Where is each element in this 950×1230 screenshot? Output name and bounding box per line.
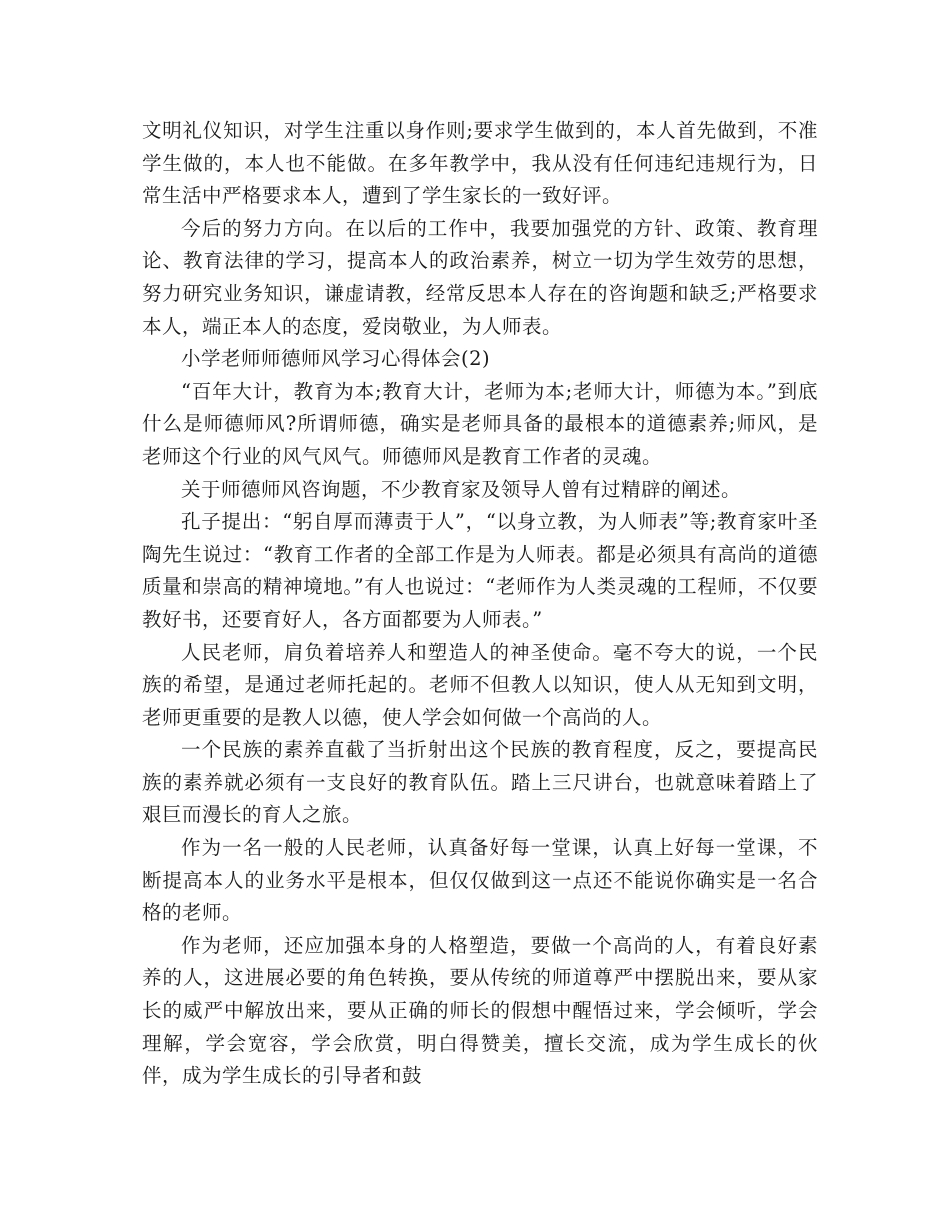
paragraph-6: 人民老师，肩负着培养人和塑造人的神圣使命。毫不夸大的说，一个民族的希望，是通过老师托起的。老师不但教人以知识，使人从无知到文明，老师更重要的是教人以德，使人学会如何做一个高尚的人。: [142, 640, 818, 729]
section-heading: 小学老师师德师风学习心得体会(2): [181, 347, 491, 371]
paragraph-1: 文明礼仪知识，对学生注重以身作则;要求学生做到的，本人首先做到，不准学生做的，本人也不能做。在多年教学中，我从没有任何违纪违规行为，日常生活中严格要求本人，遭到了学生家长的一致好评。: [142, 119, 818, 208]
paragraph-5: 孔子提出：“躬自厚而薄责于人”，“以身立教，为人师表”等;教育家叶圣陶先生说过：“教育工作者的全部工作是为人师表。都是必须具有高尚的道德质量和崇高的精神境地。”有人也说过：“老师作为人类灵魂的工程师，不仅要教好书，还要育好人，各方面都要为人师表。”: [142, 510, 818, 631]
paragraph-7: 一个民族的素养直截了当折射出这个民族的教育程度，反之，要提高民族的素养就必须有一支良好的教育队伍。踏上三尺讲台，也就意味着踏上了艰巨而漫长的育人之旅。: [142, 738, 818, 827]
paragraph-9: 作为老师，还应加强本身的人格塑造，要做一个高尚的人，有着良好素养的人，这进展必要的角色转换，要从传统的师道尊严中摆脱出来，要从家长的威严中解放出来，要从正确的师长的假想中醒悟过来，学会倾听，学会理解，学会宽容，学会欣赏，明白得赞美，擅长交流，成为学生成长的伙伴，成为学生成长的引导者和鼓: [142, 933, 818, 1088]
paragraph-3: “百年大计，教育为本;教育大计，老师为本;老师大计，师德为本。”到底什么是师德师风?所谓师德，确实是老师具备的最根本的道德素养;师风，是老师这个行业的风气风气。师德师风是教育工作者的灵魂。: [142, 379, 818, 468]
document-body: [142, 115, 818, 1093]
paragraph-4: 关于师德师风咨询题，不少教育家及领导人曾有过精辟的阐述。: [181, 477, 742, 501]
paragraph-8: 作为一名一般的人民老师，认真备好每一堂课，认真上好每一堂课，不断提高本人的业务水平是根本，但仅仅做到这一点还不能说你确实是一名合格的老师。: [142, 836, 818, 925]
paragraph-2: 今后的努力方向。在以后的工作中，我要加强党的方针、政策、教育理论、教育法律的学习，提高本人的政治素养，树立一切为学生效劳的思想，努力研究业务知识，谦虚请教，经常反思本人存在的咨询题和缺乏;严格要求本人，端正本人的态度，爱岗敬业，为人师表。: [142, 216, 818, 338]
